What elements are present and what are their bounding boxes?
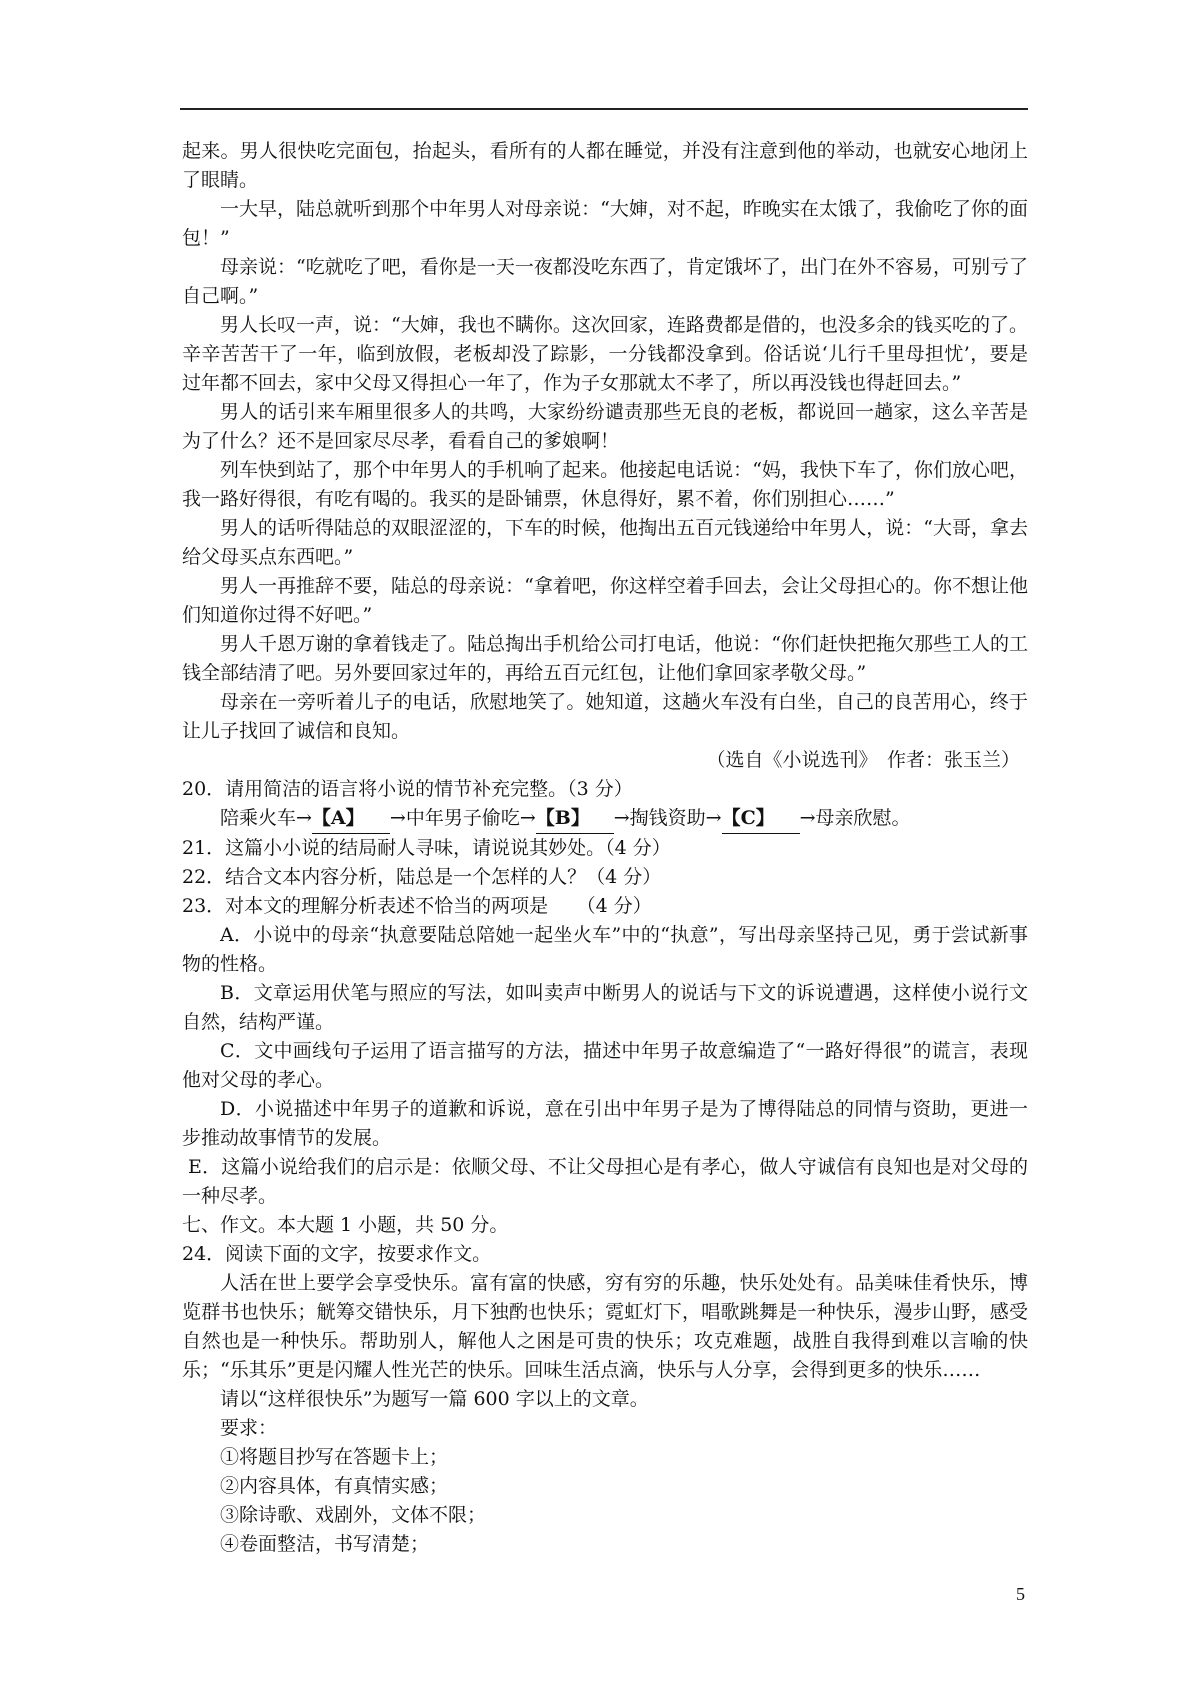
page-number: 5 [1016, 1584, 1025, 1604]
flow-step: →掏钱资助→ [613, 807, 722, 829]
story-paragraph: 男人一再推辞不要，陆总的母亲说：“拿着吧，你这样空着手回去，会让父母担心的。你不想让他们知道你过得不好吧。” [182, 575, 1028, 626]
question-23: 23．对本文的理解分析表述不恰当的两项是 （4 分） [182, 895, 652, 917]
story-paragraph: 起来。男人很快吃完面包，抬起头，看所有的人都在睡觉，并没有注意到他的举动，也就安心地闭上了眼睛。 [182, 140, 1028, 191]
blank-a: 【A】 [312, 804, 390, 834]
section-7-heading: 七、作文。本大题 1 小题，共 50 分。 [182, 1214, 509, 1236]
story-paragraph: 母亲在一旁听着儿子的电话，欣慰地笑了。她知道，这趟火车没有白坐，自己的良苦用心，终于让儿子找回了诚信和良知。 [182, 691, 1028, 742]
plot-flow [220, 804, 1028, 834]
story-paragraph: 男人的话听得陆总的双眼涩涩的，下车的时候，他掏出五百元钱递给中年男人，说：“大哥，拿去给父母买点东西吧。” [182, 517, 1028, 568]
story-paragraph: 母亲说：“吃就吃了吧，看你是一天一夜都没吃东西了，肯定饿坏了，出门在外不容易，可别亏了自己啊。” [182, 256, 1028, 307]
requirements-title: 要求： [220, 1417, 278, 1439]
question-24: 24．阅读下面的文字，按要求作文。 [182, 1243, 492, 1265]
story-paragraph: 男人长叹一声，说：“大婶，我也不瞒你。这次回家，连路费都是借的，也没多余的钱买吃的了。辛辛苦苦干了一年，临到放假，老板却没了踪影，一分钱都没拿到。俗话说‘儿行千里母担忧’，要是过年都不回去，家中父母又得担心一年了，作为子女那就太不孝了，所以再没钱也得赶回去。” [182, 314, 1028, 394]
requirement-item: ①将题目抄写在答题卡上； [220, 1446, 449, 1468]
blank-c: 【C】 [722, 804, 800, 834]
requirement-item: ④卷面整洁，书写清楚； [220, 1533, 430, 1555]
blank-b: 【B】 [536, 804, 614, 834]
option-e: E．这篇小说给我们的启示是：依顺父母、不让父母担心是有孝心，做人守诚信有良知也是对父母的一种尽孝。 [182, 1156, 1028, 1207]
story-paragraph: 男人千恩万谢的拿着钱走了。陆总掏出手机给公司打电话，他说：“你们赶快把拖欠那些工人的工钱全部结清了吧。另外要回家过年的，再给五百元红包，让他们拿回家孝敬父母。” [182, 633, 1028, 684]
requirement-item: ③除诗歌、戏剧外，文体不限； [220, 1504, 487, 1526]
question-20: 20．请用简洁的语言将小说的情节补充完整。（3 分） [182, 778, 633, 800]
flow-step: →母亲欣慰。 [799, 807, 911, 829]
option-c: C．文中画线句子运用了语言描写的方法，描述中年男子故意编造了“一路好得很”的谎言，表现他对父母的孝心。 [182, 1040, 1028, 1091]
source-citation: （选自《小说选刊》 作者：张玉兰） [706, 749, 1020, 771]
option-a: A．小说中的母亲“执意要陆总陪她一起坐火车”中的“执意”，写出母亲坚持己见，勇于尝试新事物的性格。 [182, 924, 1028, 975]
page-content [182, 137, 1028, 1559]
flow-step: 陪乘火车→ [220, 807, 312, 829]
option-b: B．文章运用伏笔与照应的写法，如叫卖声中断男人的说话与下文的诉说遭遇，这样使小说行文自然，结构严谨。 [182, 982, 1028, 1033]
requirement-item: ②内容具体，有真情实感； [220, 1475, 449, 1497]
question-21: 21．这篇小小说的结局耐人寻味，请说说其妙处。（4 分） [182, 837, 671, 859]
story-paragraph: 列车快到站了，那个中年男人的手机响了起来。他接起电话说：“妈，我快下车了，你们放心吧，我一路好得很，有吃有喝的。我买的是卧铺票，休息得好，累不着，你们别担心……” [182, 459, 1028, 510]
story-paragraph: 男人的话引来车厢里很多人的共鸣，大家纷纷谴责那些无良的老板，都说回一趟家，这么辛苦是为了什么？还不是回家尽尽孝，看看自己的爹娘啊！ [182, 401, 1028, 452]
essay-task: 请以“这样很快乐”为题写一篇 600 字以上的文章。 [220, 1388, 649, 1410]
option-d: D．小说描述中年男子的道歉和诉说，意在引出中年男子是为了博得陆总的同情与资助，更进一步推动故事情节的发展。 [182, 1098, 1028, 1149]
story-paragraph: 一大早，陆总就听到那个中年男人对母亲说：“大婶，对不起，昨晚实在太饿了，我偷吃了你的面包！” [182, 198, 1028, 249]
header-rule [180, 108, 1028, 110]
essay-prompt-passage: 人活在世上要学会享受快乐。富有富的快感，穷有穷的乐趣，快乐处处有。品美味佳肴快乐，博览群书也快乐；觥筹交错快乐，月下独酌也快乐；霓虹灯下，唱歌跳舞是一种快乐，漫步山野，感受自然也是一种快乐。帮助别人，解他人之困是可贵的快乐；攻克难题，战胜自我得到难以言喻的快乐；“乐其乐”更是闪耀人性光芒的快乐。回味生活点滴，快乐与人分享，会得到更多的快乐…… [182, 1272, 1028, 1381]
flow-step: →中年男子偷吃→ [389, 807, 536, 829]
question-22: 22．结合文本内容分析，陆总是一个怎样的人？（4 分） [182, 866, 662, 888]
